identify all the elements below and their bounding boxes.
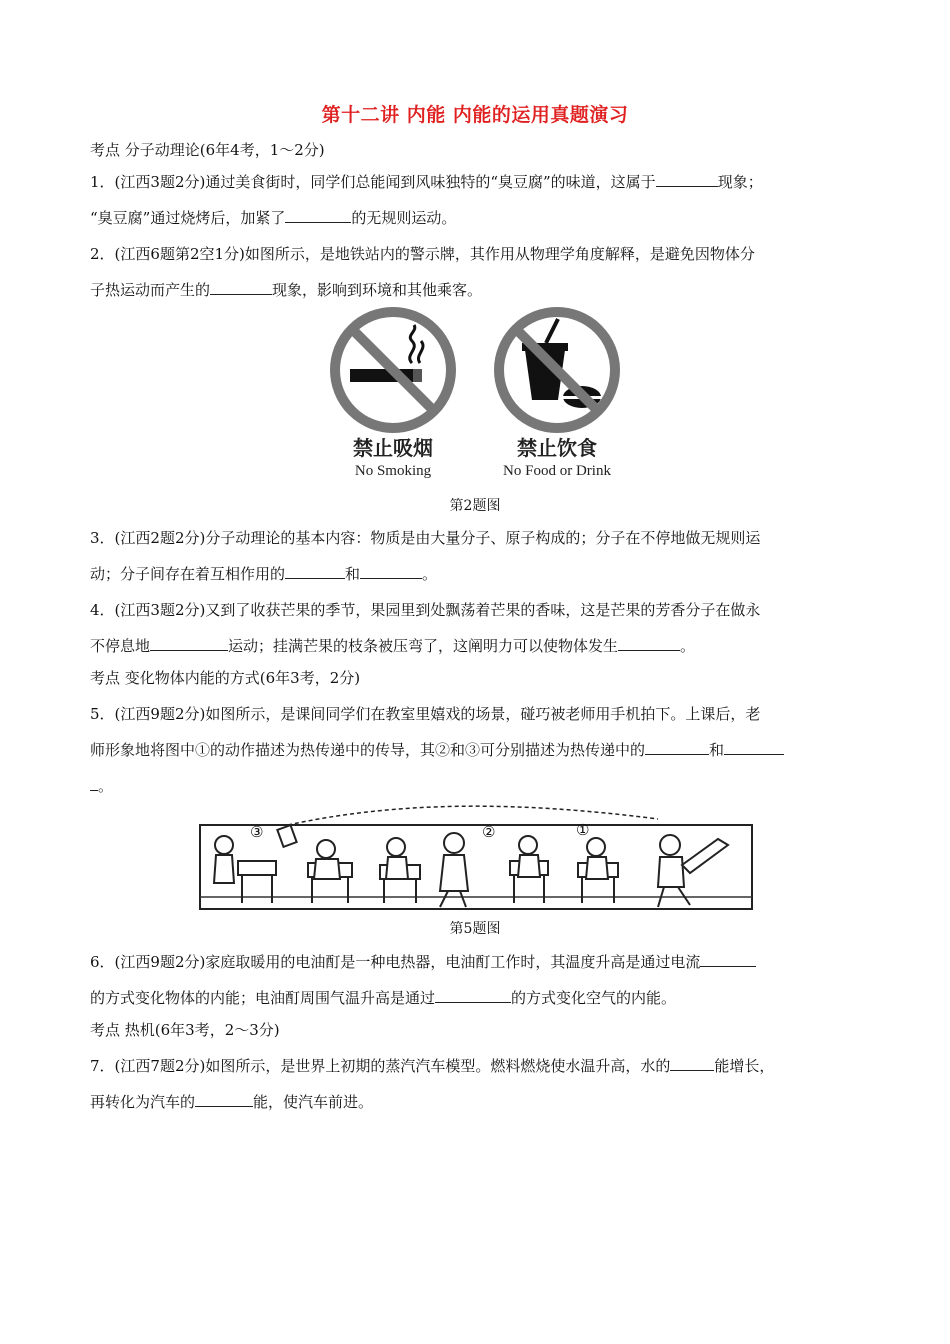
answer-blank[interactable]	[435, 988, 511, 1003]
answer-blank[interactable]	[90, 776, 98, 791]
question-3-line-2: 动；分子间存在着互相作用的 和 。	[90, 565, 438, 583]
label-1: ①	[576, 821, 590, 839]
question-3-line-1: 3．(江西2题2分)分子动理论的基本内容：物质是由大量分子、原子构成的；分子在不停地做无规则运	[90, 529, 761, 547]
classroom-scene-figure	[198, 805, 754, 913]
question-5-line-1: 5．(江西9题2分)如图所示，是课间同学们在教室里嬉戏的场景，碰巧被老师用手机拍下。上课后，老	[90, 705, 761, 723]
answer-blank[interactable]	[724, 740, 784, 755]
question-5-line-2: 师形象地将图中①的动作描述为热传递中的传导，其②和③可分别描述为热传递中的 和	[90, 740, 784, 760]
question-2-line-2: 子热运动而产生的 现象，影响到环境和其他乘客。	[90, 281, 483, 299]
question-7-line-2: 再转化为汽车的 能，使汽车前进。	[90, 1093, 374, 1111]
answer-blank[interactable]	[670, 1056, 714, 1071]
question-4-line-2: 不停息地 运动；挂满芒果的枝条被压弯了，这阐明力可以使物体发生 。	[90, 637, 696, 655]
cigarette-icon	[350, 369, 422, 382]
figure-2-caption: 第2题图	[449, 498, 501, 514]
section-heading: 考点 变化物体内能的方式(6年3考，2分)	[90, 669, 361, 687]
throw-arc	[288, 806, 658, 825]
question-6-line-1: 6．(江西9题2分)家庭取暖用的电油酊是一种电热器，电油酊工作时，其温度升高是通过电流	[90, 952, 756, 972]
sign-2-chinese-label: 禁止饮食	[517, 436, 597, 460]
question-5-line-3: 。	[90, 776, 113, 796]
answer-blank[interactable]	[645, 740, 709, 755]
answer-blank[interactable]	[150, 636, 228, 651]
sign-2-english-label: No Food or Drink	[503, 463, 611, 479]
no-smoking-sign	[335, 312, 451, 479]
page-title: 第十二讲 内能 内能的运用真题演习	[321, 104, 629, 126]
answer-blank[interactable]	[285, 564, 345, 579]
answer-blank[interactable]	[195, 1092, 253, 1107]
question-7-line-1: 7．(江西7题2分)如图所示，是世界上初期的蒸汽汽车模型。燃料燃烧使水温升高，水的 能增长，	[90, 1057, 775, 1075]
question-2-line-1: 2．(江西6题第2空1分)如图所示，是地铁站内的警示牌，其作用从物理学角度解释，是避免因物体分	[90, 245, 755, 263]
label-2: ②	[482, 823, 496, 841]
sign-1-english-label: No Smoking	[354, 463, 432, 479]
section-heading: 考点 热机(6年3考，2～3分)	[90, 1021, 280, 1039]
section-heading: 考点 分子动理论(6年4考，1～2分)	[90, 141, 325, 159]
cigarette-tip	[413, 369, 422, 382]
figure-5-caption: 第5题图	[449, 921, 501, 937]
question-1-line-2: “臭豆腐”通过烧烤后，加紧了 的无规则运动。	[90, 209, 457, 227]
no-food-drink-sign	[499, 312, 615, 479]
label-3: ③	[250, 823, 264, 841]
answer-blank[interactable]	[285, 208, 351, 223]
no-smoking-no-food-signs-figure	[320, 305, 640, 483]
question-6-line-2: 的方式变化物体的内能；电油酊周围气温升高是通过 的方式变化空气的内能。	[90, 989, 677, 1007]
answer-blank[interactable]	[656, 172, 718, 187]
question-4-line-1: 4．(江西3题2分)又到了收获芒果的季节，果园里到处飘荡着芒果的香味，这是芒果的芳香分子在做永	[90, 601, 761, 619]
answer-blank[interactable]	[618, 636, 680, 651]
question-1-line-1: 1．(江西3题2分)通过美食街时，同学们总能闻到风味独特的“臭豆腐”的味道，这属于 现象；	[90, 173, 763, 191]
sign-1-chinese-label: 禁止吸烟	[353, 436, 433, 460]
answer-blank[interactable]	[360, 564, 422, 579]
answer-blank[interactable]	[700, 952, 756, 967]
answer-blank[interactable]	[210, 280, 272, 295]
